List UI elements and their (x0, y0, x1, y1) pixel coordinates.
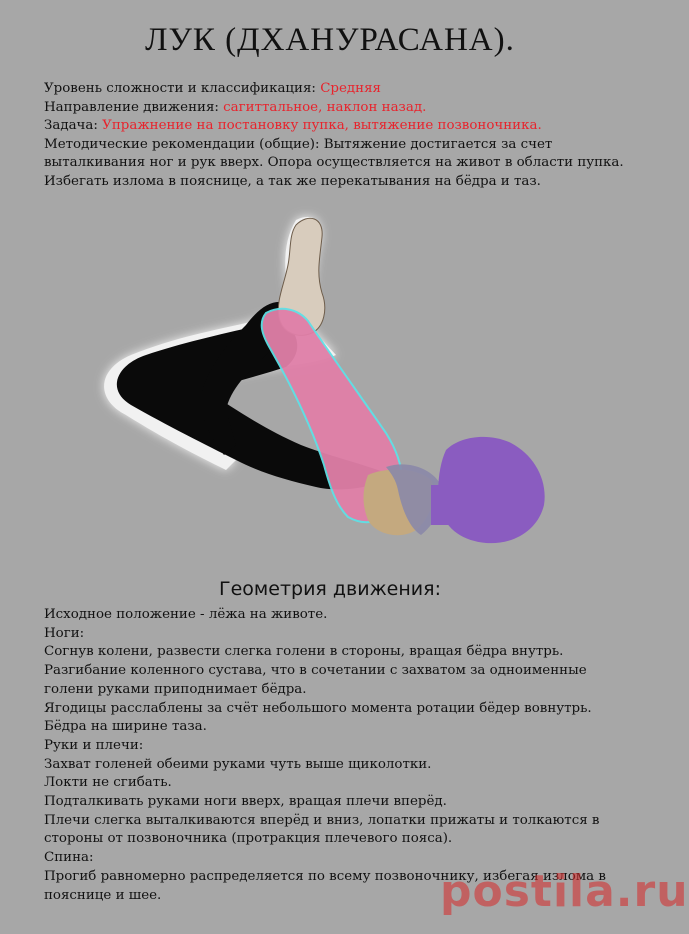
geometry-line: Исходное положение - лёжа на животе. (44, 607, 328, 622)
task-label: Задача: (44, 118, 103, 133)
geometry-line: Разгибание коленного сустава, что в сочетании с захватом за одноименные голени руками приподнимает бёдра. (44, 663, 587, 697)
geometry-line: Захват голеней обеими руками чуть выше щиколотки. (44, 756, 432, 772)
geometry-line: Согнув колени, развести слегка голени в стороны, вращая бёдра внутрь. (44, 644, 564, 660)
direction-value: сагиттальное, наклон назад. (223, 99, 427, 115)
info-block (44, 80, 634, 191)
page-title: ЛУК (ДХАНУРАСАНА). (145, 22, 515, 58)
watermark: postila.ru (440, 866, 689, 917)
geometry-list (44, 606, 634, 905)
geometry-line: Бёдра на ширине таза. (44, 719, 207, 735)
task-value: Упражнение на постановку пупка, вытяжение позвоночника. (102, 118, 542, 133)
level-line (44, 80, 634, 99)
task-line (44, 117, 634, 136)
level-label: Уровень сложности и классификация: (44, 81, 321, 96)
head-shape (438, 437, 544, 543)
geometry-line: Локти не сгибать. (44, 775, 172, 791)
level-value: Средняя (320, 81, 381, 96)
geometry-line: Ноги: (44, 625, 85, 641)
geometry-line: Прогиб равномерно распределяется по всему позвоночнику, избегая излома в пояснице и шее. (44, 868, 606, 903)
bow-pose-illustration (86, 205, 566, 565)
geometry-line: Плечи слегка выталкиваются вперёд и вниз, лопатки прижаты и толкаются в стороны от позвоночника (протракция плечевого пояса). (44, 812, 600, 847)
method-text: Методические рекомендации (общие): Вытяжение достигается за счет выталкивания ног и рук вверх. Опора осуществляется на живот в области пупка. Избегать излома в пояснице, а так же перекатывания на бёдра и таз. (44, 136, 624, 189)
geometry-line: Руки и плечи: (44, 737, 144, 753)
section-title: Геометрия движения: (219, 578, 441, 600)
direction-line (44, 99, 634, 118)
geometry-line: Спина: (44, 850, 94, 866)
geometry-line: Ягодицы расслаблены за счёт небольшого момента ротации бёдер вовнутрь. (44, 700, 592, 716)
direction-label: Направление движения: (44, 99, 224, 115)
neck-shape (431, 485, 453, 525)
geometry-line: Подталкивать руками ноги вверх, вращая плечи вперёд. (44, 794, 447, 810)
